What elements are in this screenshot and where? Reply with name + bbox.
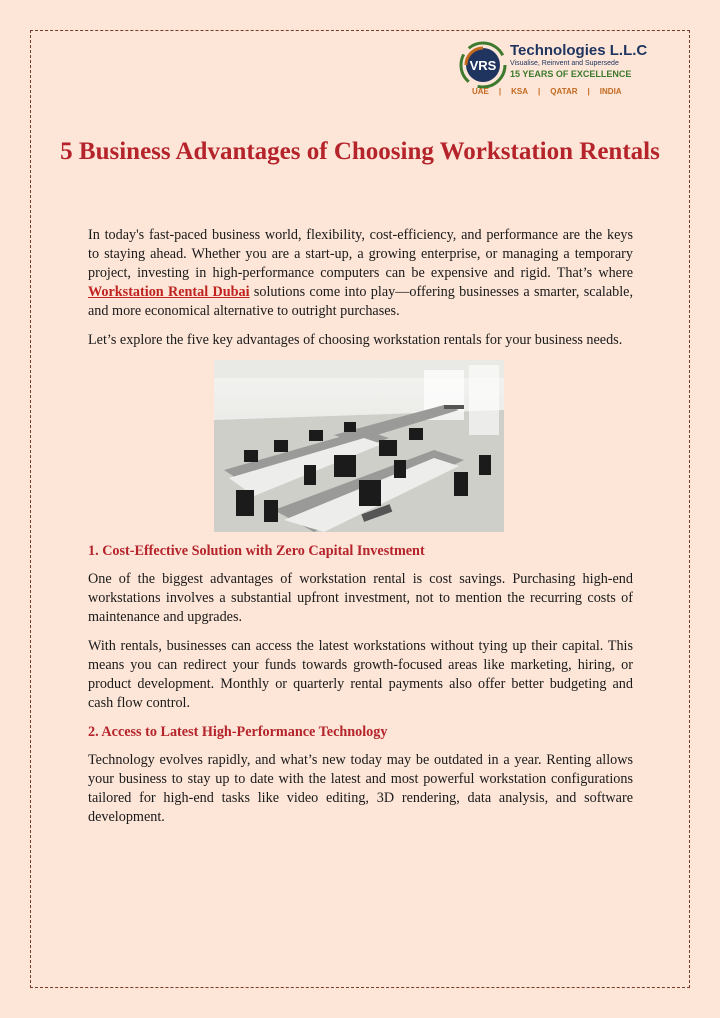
region-separator: |: [587, 87, 590, 96]
section-1-paragraph-1: One of the biggest advantages of workstation rental is cost savings. Purchasing high-end workstations involves a substantial upfront investment, not to mention the recurring costs of maintenance and upgrades.: [88, 571, 633, 625]
region-uae: UAE: [472, 87, 489, 96]
vrs-logo-mark-icon: [458, 40, 508, 90]
section-1-paragraph-2: With rentals, businesses can access the latest workstations without tying up their capital. This means you can redirect your funds towards growth-focused areas like marketing, hiring, or product development. Monthly or quarterly rental payments also offer better budgeting and cash flow control.: [88, 638, 633, 711]
region-separator: |: [538, 87, 541, 96]
region-ksa: KSA: [511, 87, 529, 96]
intro-paragraph: [88, 226, 633, 321]
intro-text-start: In today's fast-paced business world, flexibility, cost-efficiency, and performance are the keys to staying ahead. Whether you are a start-up, a growing enterprise, or managing a temporary project, investing in high-performance computers can be expensive and rigid. That’s where: [88, 227, 633, 281]
logo-mark-text: VRS: [469, 58, 497, 73]
region-qatar: QATAR: [550, 87, 578, 96]
section-2-paragraph-1: Technology evolves rapidly, and what’s new today may be outdated in a year. Renting allows your business to stay up to date with the latest and most powerful workstation configurations tailored for high-end tasks like video editing, 3D rendering, data analysis, and software development.: [88, 752, 633, 825]
years-badge: 15 YEARS OF EXCELLENCE: [510, 69, 632, 79]
company-logo: [458, 40, 648, 102]
section-2-heading: 2. Access to Latest High-Performance Technology: [88, 724, 388, 740]
photo-container: [88, 360, 633, 532]
section-1-heading: 1. Cost-Effective Solution with Zero Capital Investment: [88, 543, 425, 559]
intro-paragraph-2: Let’s explore the five key advantages of choosing workstation rentals for your business needs.: [88, 332, 623, 348]
region-india: INDIA: [599, 87, 622, 96]
intro-text-end: solutions come into play—offering businesses a smarter, scalable, and more economical alternative to outright purchases.: [88, 284, 634, 319]
brand-name: Technologies L.L.C: [510, 42, 648, 59]
brand-tagline: Visualise, Reinvent and Supersede: [510, 60, 619, 67]
region-separator: |: [498, 87, 502, 96]
region-list: [472, 87, 622, 96]
workstation-rental-dubai-link[interactable]: Workstation Rental Dubai: [88, 284, 250, 300]
article-body: [88, 226, 633, 837]
office-workstations-photo: [214, 360, 504, 532]
page-title: 5 Business Advantages of Choosing Workstation Rentals: [60, 138, 660, 165]
